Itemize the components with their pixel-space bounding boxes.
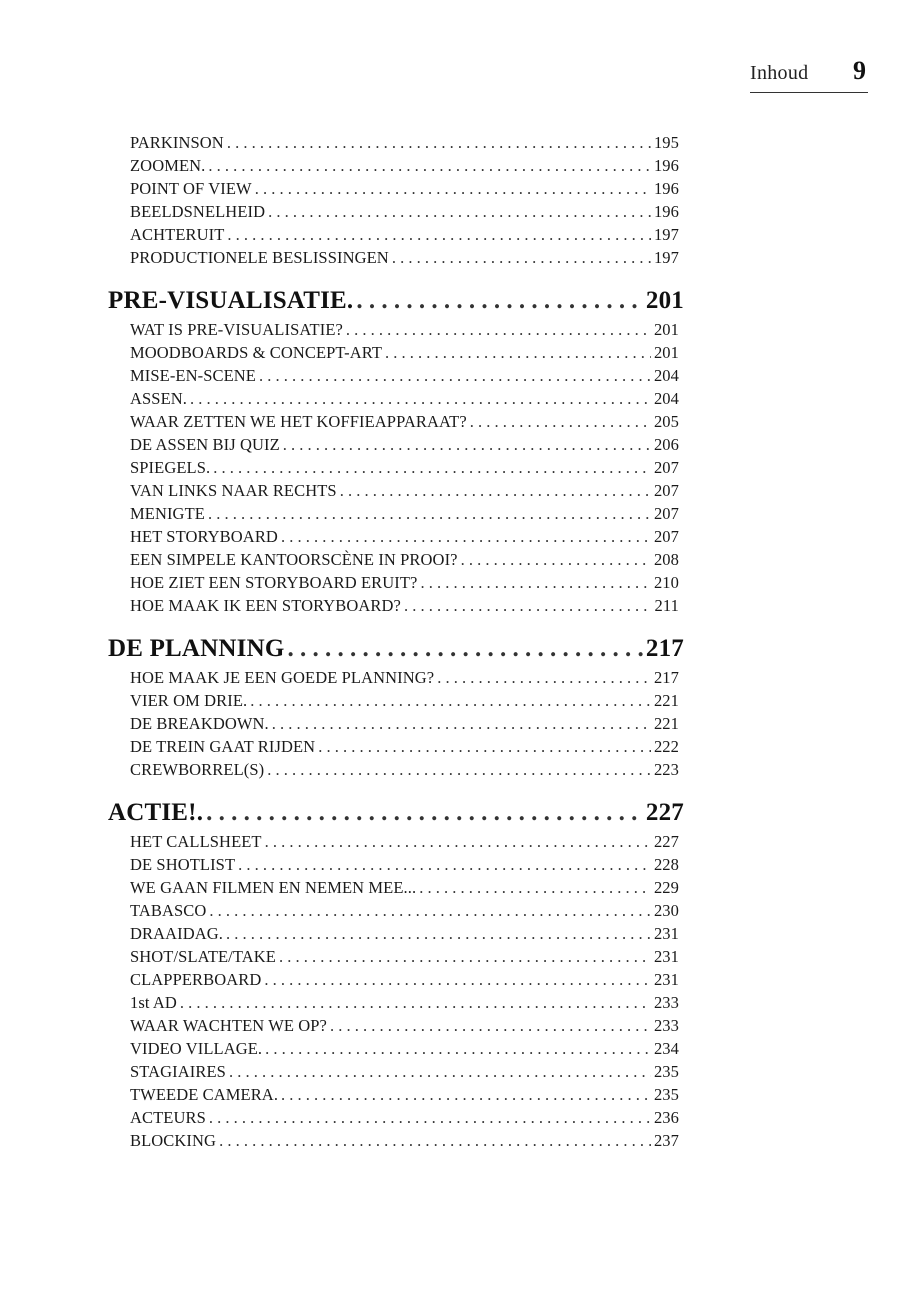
toc-entry-title: MOODBOARDS & CONCEPT-ART [130,343,383,362]
toc-entry [108,689,684,712]
chapter-heading-title: DE PLANNING [108,635,285,662]
toc-entry [108,341,684,364]
running-header-label: Inhoud [750,62,809,84]
toc-entry [108,177,684,200]
dot-leader [272,712,651,735]
dot-leader [229,1060,651,1083]
toc-entry-title: DE ASSEN BIJ QUIZ [130,435,280,454]
toc-entry-title: SHOT/SLATE/TAKE [130,947,276,966]
toc-entry-title: HET CALLSHEET [130,832,262,851]
toc-entry-title: VAN LINKS NAAR RECHTS [130,481,337,500]
toc-entry-title: TWEEDE CAMERA. [130,1085,279,1104]
toc-entry-title: DE SHOTLIST [130,855,236,874]
toc-entry [108,200,684,223]
dot-leader [288,632,643,666]
dot-leader [392,246,651,269]
dot-leader [227,131,651,154]
toc-entry [108,899,684,922]
dot-leader [226,922,651,945]
dot-leader [180,991,651,1014]
toc-entry-title: BEELDSNELHEID [130,202,266,221]
toc-entry-page: 231 [653,924,679,943]
toc-entry-page: 235 [653,1062,679,1081]
dot-leader [356,284,643,318]
toc-entry-page: 197 [653,225,679,244]
toc-entry-page: 197 [653,248,679,267]
chapter-heading [108,632,684,666]
toc-entry-title: MENIGTE [130,504,205,523]
toc-entry-title: HOE ZIET EEN STORYBOARD ERUIT? [130,573,418,592]
toc-entry [108,922,684,945]
toc-entry-title: MISE-EN-SCENE [130,366,256,385]
table-of-contents [108,131,684,1152]
toc-entry [108,525,684,548]
toc-entry-title: ACHTERUIT [130,225,225,244]
toc-entry [108,1037,684,1060]
toc-entry [108,433,684,456]
toc-entry-title: CREWBORREL(S) [130,760,265,779]
dot-leader [318,735,651,758]
dot-leader [250,689,651,712]
dot-leader [227,223,651,246]
toc-entry-page: 221 [653,691,679,710]
toc-entry-title: DE BREAKDOWN. [130,714,269,733]
toc-entry-title: 1st AD [130,993,177,1012]
chapter-heading-title: ACTIE!. [108,799,204,826]
toc-entry [108,876,684,899]
dot-leader [281,525,651,548]
dot-leader [209,899,651,922]
toc-entry [108,410,684,433]
toc-entry-title: PARKINSON [130,133,224,152]
page-number: 9 [853,56,866,85]
dot-leader [267,758,651,781]
dot-leader [419,876,651,899]
toc-entry [108,712,684,735]
toc-entry-page: 207 [653,458,679,477]
toc-entry-page: 196 [653,202,679,221]
toc-entry [108,594,684,617]
toc-entry-title: HOE MAAK IK EEN STORYBOARD? [130,596,401,615]
toc-entry [108,991,684,1014]
toc-entry [108,571,684,594]
dot-leader [265,830,651,853]
toc-entry-page: 234 [653,1039,679,1058]
toc-entry-page: 237 [653,1131,679,1150]
toc-entry [108,318,684,341]
toc-entry-page: 233 [653,1016,679,1035]
toc-entry-title: ACTEURS [130,1108,206,1127]
toc-entry-title: HET STORYBOARD [130,527,278,546]
toc-entry [108,968,684,991]
chapter-heading-title: PRE-VISUALISATIE. [108,287,354,314]
toc-entry-page: 201 [653,343,679,362]
toc-entry [108,246,684,269]
toc-entry [108,735,684,758]
toc-entry-page: 207 [653,504,679,523]
toc-entry-page: 230 [653,901,679,920]
toc-entry-title: POINT OF VIEW [130,179,252,198]
chapter-heading-page: 227 [645,799,684,826]
toc-entry-page: 227 [653,832,679,851]
dot-leader [259,364,651,387]
toc-entry-title: PRODUCTIONELE BESLISSINGEN [130,248,389,267]
toc-entry [108,830,684,853]
toc-entry-title: EEN SIMPELE KANTOORSCÈNE IN PROOI? [130,550,458,569]
toc-entry-title: HOE MAAK JE EEN GOEDE PLANNING? [130,668,435,687]
toc-entry-page: 217 [653,668,679,687]
toc-entry-title: WAAR ZETTEN WE HET KOFFIEAPPARAAT? [130,412,467,431]
toc-entry-page: 233 [653,993,679,1012]
toc-entry-title: STAGIAIRES [130,1062,226,1081]
chapter-heading [108,284,684,318]
toc-entry-title: SPIEGELS. [130,458,211,477]
dot-leader [238,853,651,876]
dot-leader [346,318,651,341]
toc-entry-title: VIER OM DRIE. [130,691,248,710]
dot-leader [255,177,651,200]
dot-leader [219,1129,651,1152]
toc-entry [108,1060,684,1083]
running-header [750,58,868,93]
toc-entry-page: 210 [653,573,679,592]
toc-entry-title: WE GAAN FILMEN EN NEMEN MEE... [130,878,417,897]
dot-leader [279,945,651,968]
toc-entry-page: 228 [653,855,679,874]
toc-entry [108,364,684,387]
toc-entry-title: VIDEO VILLAGE. [130,1039,263,1058]
toc-entry-title: WAAR WACHTEN WE OP? [130,1016,327,1035]
toc-entry-page: 204 [653,389,679,408]
toc-entry-page: 201 [653,320,679,339]
chapter-heading-page: 201 [645,287,684,314]
toc-entry [108,1014,684,1037]
dot-leader [283,433,651,456]
toc-entry-page: 208 [653,550,679,569]
toc-section [108,284,684,617]
dot-leader [330,1014,651,1037]
dot-leader [404,594,652,617]
toc-entry [108,1129,684,1152]
toc-entry [108,456,684,479]
toc-entry-title: TABASCO [130,901,207,920]
dot-leader [470,410,651,433]
dot-leader [209,1106,651,1129]
dot-leader [461,548,651,571]
toc-entry-page: 207 [653,481,679,500]
toc-entry [108,387,684,410]
toc-entry-title: ZOOMEN. [130,156,206,175]
toc-entry-page: 235 [653,1085,679,1104]
toc-entry [108,479,684,502]
toc-entry-title: BLOCKING [130,1131,217,1150]
toc-entry-page: 223 [653,760,679,779]
toc-entry-page: 207 [653,527,679,546]
toc-entry-title: DE TREIN GAAT RIJDEN [130,737,316,756]
toc-entry [108,853,684,876]
chapter-heading [108,796,684,830]
toc-entry-page: 221 [653,714,679,733]
toc-entry-page: 231 [653,970,679,989]
toc-entry [108,758,684,781]
toc-section [108,632,684,781]
toc-entry-page: 206 [653,435,679,454]
toc-entry-page: 236 [653,1108,679,1127]
toc-entry-title: CLAPPERBOARD [130,970,262,989]
dot-leader [208,502,651,525]
toc-entry-page: 211 [654,596,679,615]
toc-entry-page: 231 [653,947,679,966]
toc-entry-page: 195 [653,133,679,152]
toc-entry [108,1106,684,1129]
toc-section [108,796,684,1152]
toc-entry [108,945,684,968]
dot-leader [281,1083,651,1106]
toc-entry [108,154,684,177]
dot-leader [385,341,651,364]
dot-leader [264,968,651,991]
toc-entry-page: 222 [653,737,679,756]
dot-leader [437,666,651,689]
toc-entry-title: DRAAIDAG. [130,924,224,943]
toc-entry [108,548,684,571]
toc-entry [108,223,684,246]
toc-entry-title: ASSEN. [130,389,187,408]
toc-entry [108,131,684,154]
dot-leader [340,479,651,502]
toc-entry-page: 196 [653,179,679,198]
toc-entry [108,1083,684,1106]
dot-leader [265,1037,651,1060]
dot-leader [206,796,643,830]
dot-leader [268,200,651,223]
toc-entry-page: 204 [653,366,679,385]
toc-entry-page: 229 [653,878,679,897]
dot-leader [190,387,651,410]
toc-entry-page: 196 [653,156,679,175]
toc-entry-title: WAT IS PRE-VISUALISATIE? [130,320,343,339]
toc-entry-page: 205 [653,412,679,431]
toc-entry [108,666,684,689]
dot-leader [213,456,651,479]
chapter-heading-page: 217 [645,635,684,662]
toc-entry [108,502,684,525]
dot-leader [208,154,651,177]
toc-section [108,131,684,269]
dot-leader [420,571,650,594]
